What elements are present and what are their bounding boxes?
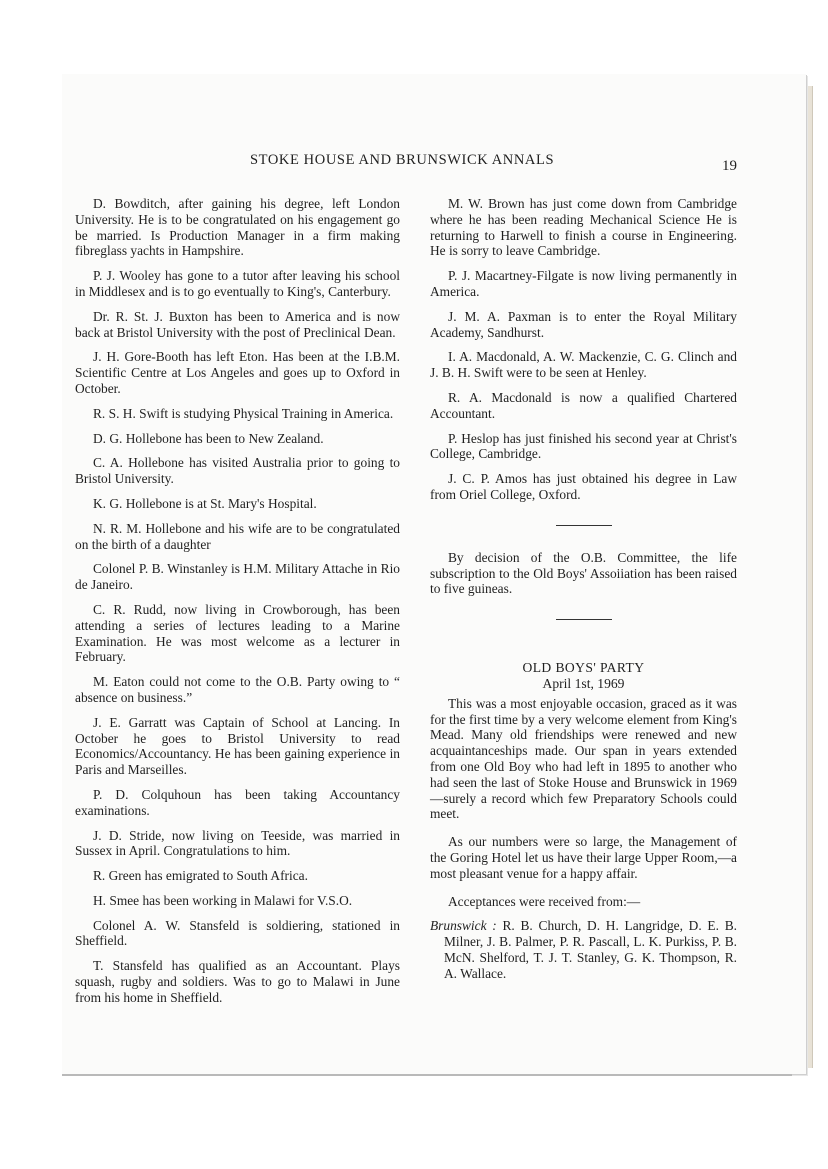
news-item: N. R. M. Hollebone and his wife are to be congratulated on the birth of a daughter [75,520,400,552]
news-item: K. G. Hollebone is at St. Mary's Hospital. [93,495,317,511]
right-column [430,196,737,990]
committee-note: By decision of the O.B. Committee, the life subscription to the Old Boys' Assoiiation has been raised to five guineas. [430,549,737,597]
news-item: R. S. H. Swift is studying Physical Training in America. [93,405,394,421]
news-item: D. G. Hollebone has been to New Zealand. [93,430,324,446]
news-item: C. R. Rudd, now living in Crowborough, has been attending a series of lectures leading to a Marine Examination. He was most welcome as a lecturer in February. [75,601,400,665]
party-paragraph: This was a most enjoyable occasion, graced as it was for the first time by a very welcome element from King's Mead. Many old friendships were renewed and new acquaintanceships made. Our span in years extended from one Old Boy who had left in 1895 to another who had seen the last of Stoke House and Brunswick in 1969—surely a record which few Preparatory Schools could meet. [430,695,737,822]
news-item: I. A. Macdonald, A. W. Mackenzie, C. G. Clinch and J. B. H. Swift were to be seen at Henley. [430,349,737,381]
acceptances-intro: Acceptances were received from:— [448,893,641,909]
news-item: J. E. Garratt was Captain of School at Lancing. In October he goes to Bristol University to read Economics/Accountancy. He has been gaining experience in Paris and Marseilles. [75,714,400,778]
news-item: T. Stansfeld has qualified as an Accountant. Plays squash, rugby and soldiers. Was to go to Malawi in June from his home in Sheffield. [75,958,400,1005]
left-column [75,196,400,1015]
brunswick-acceptances [430,918,737,981]
news-item: M. W. Brown has just come down from Cambridge where he has been reading Mechanical Science He is returning to Harwell to finish a course in Engineering. He is sorry to leave Cambridge. [430,196,737,259]
party-section-title: OLD BOYS' PARTY [522,660,645,676]
party-paragraph: As our numbers were so large, the Management of the Goring Hotel let us have their large Upper Room,—a most pleasant venue for a happy affair. [430,834,737,881]
page-number: 19 [722,158,737,174]
news-item: Dr. R. St. J. Buxton has been to America and is now back at Bristol University with the post of Preclinical Dean. [75,308,400,340]
news-item: R. A. Macdonald is now a qualified Chartered Accountant. [430,389,737,421]
section-divider [556,525,612,526]
news-item: C. A. Hollebone has visited Australia prior to going to Bristol University. [75,455,400,487]
news-item: H. Smee has been working in Malawi for V.S.O. [93,892,353,908]
news-item: P. J. Wooley has gone to a tutor after leaving his school in Middlesex and is to go eventually to King's, Canterbury. [75,268,400,299]
party-date: April 1st, 1969 [542,675,625,691]
news-item: M. Eaton could not come to the O.B. Party owing to “ absence on business.” [75,674,400,705]
news-item: P. J. Macartney-Filgate is now living permanently in America. [430,268,737,299]
news-item: D. Bowditch, after gaining his degree, left London University. He is to be congratulated on his engagement go be married. Is Production Manager in a firm making fibreglass yachts in Hampshire. [75,196,400,259]
news-item: P. Heslop has just finished his second year at Christ's College, Cambridge. [430,430,737,462]
news-item: Colonel P. B. Winstanley is H.M. Military Attache in Rio de Janeiro. [75,561,400,593]
running-header: STOKE HOUSE AND BRUNSWICK ANNALS [250,152,555,168]
brunswick-label: Brunswick : [430,918,497,934]
news-item: Colonel A. W. Stansfeld is soldiering, stationed in Sheffield. [75,917,400,949]
news-item: J. M. A. Paxman is to enter the Royal Military Academy, Sandhurst. [430,308,737,340]
news-item: J. D. Stride, now living on Teeside, was married in Sussex in April. Congratulations to him. [75,827,400,859]
news-item: R. Green has emigrated to South Africa. [93,868,308,884]
brunswick-names: R. B. Church, D. H. Langridge, D. E. B. Milner, J. B. Palmer, P. R. Pascall, L. K. Purkiss, P. B. McN. Shelford, T. J. T. Stanley, G. K. Thompson, R. A. Wallace. [444,918,737,981]
section-divider [556,619,612,620]
news-item: P. D. Colquhoun has been taking Accountancy examinations. [75,786,400,818]
news-item: J. C. P. Amos has just obtained his degree in Law from Oriel College, Oxford. [430,471,737,502]
news-item: J. H. Gore-Booth has left Eton. Has been at the I.B.M. Scientific Centre at Los Angeles and goes up to Oxford in October. [75,349,400,396]
